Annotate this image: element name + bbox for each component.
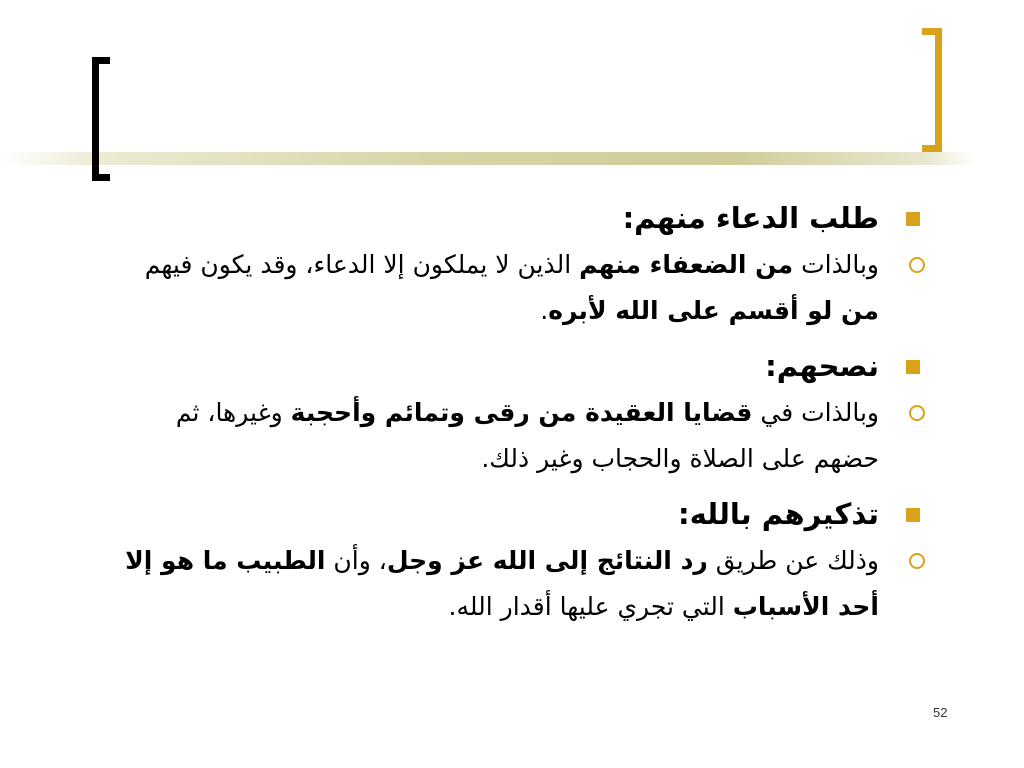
heading-text: طلب الدعاء منهم: — [622, 201, 879, 235]
square-bullet-icon — [906, 508, 920, 522]
section-heading — [104, 344, 904, 388]
body-text: ، وأن — [325, 546, 387, 575]
left-bracket-decoration — [92, 57, 110, 181]
ring-bullet-icon — [909, 405, 925, 421]
page-number: 52 — [933, 705, 948, 720]
body-text: وبالذات في — [752, 398, 879, 427]
body-emphasis: من الضعفاء منهم — [579, 250, 794, 279]
heading-text: تذكيرهم بالله: — [677, 497, 879, 531]
section-heading — [104, 196, 904, 240]
body-text: وذلك عن طريق — [707, 546, 879, 575]
body-text: وبالذات — [793, 250, 879, 279]
body-emphasis: من لو أقسم على الله لأبره — [548, 296, 879, 325]
body-text: وغيرها، ثم حضهم على الصلاة والحجاب وغير ذلك. — [175, 398, 879, 473]
body-emphasis: الطبيب ما هو إلا أحد الأسباب — [125, 546, 879, 621]
ring-bullet-icon — [909, 257, 925, 273]
ring-bullet-icon — [909, 553, 925, 569]
body-emphasis: رد النتائج إلى الله عز وجل — [386, 546, 708, 575]
square-bullet-icon — [906, 360, 920, 374]
body-emphasis: قضايا العقيدة من رقى وتمائم وأحجبة — [290, 398, 753, 427]
right-bracket-decoration — [922, 28, 942, 152]
decorative-bar — [0, 152, 975, 165]
section-body — [104, 242, 904, 334]
section-heading — [104, 492, 904, 536]
section-body — [104, 538, 904, 630]
heading-text: نصحهم: — [765, 349, 879, 383]
square-bullet-icon — [906, 212, 920, 226]
body-text: التي تجري عليها أقدار الله. — [448, 592, 733, 621]
slide-content — [104, 190, 904, 640]
body-text: الذين لا يملكون إلا الدعاء، وقد يكون فيهم — [144, 250, 580, 279]
section-body — [104, 390, 904, 482]
body-text: . — [540, 296, 549, 325]
